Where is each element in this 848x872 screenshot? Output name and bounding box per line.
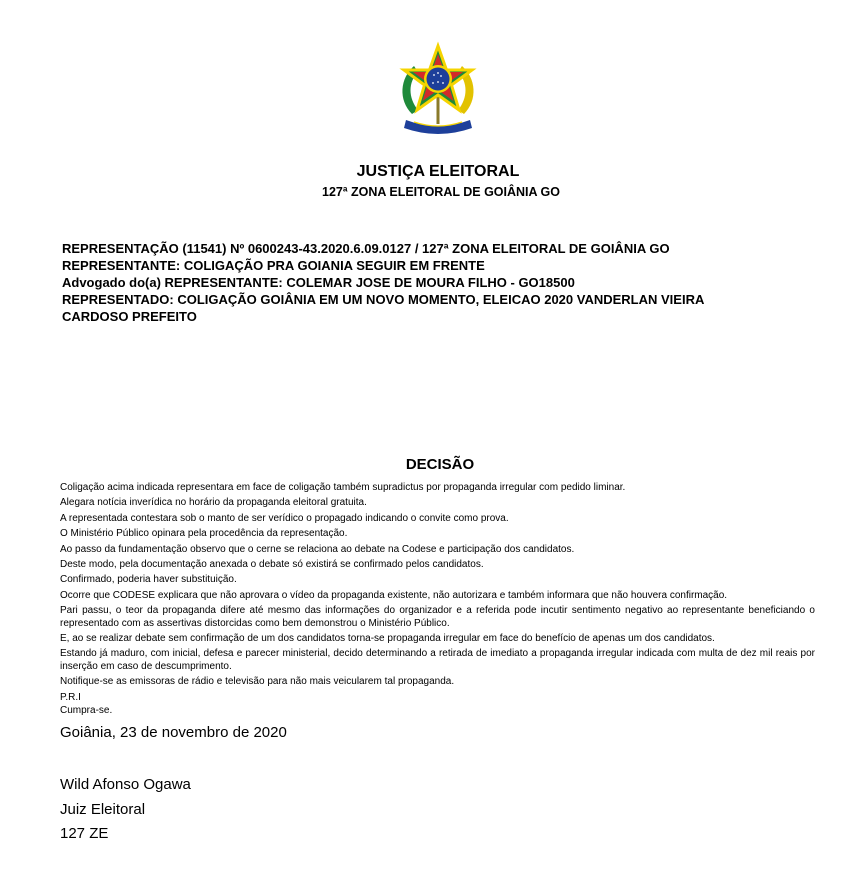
lawyer-line: Advogado do(a) REPRESENTANTE: COLEMAR JOSE DE MOURA FILHO - GO18500	[62, 275, 575, 290]
signature-block	[60, 773, 191, 847]
decision-paragraph: Pari passu, o teor da propaganda difere até mesmo das informações do organizador e a referida pode incutir sentimento negativo ao representante beneficiando o representado com as assertivas distorcidas como bem demonstrou o Ministério Público.	[60, 605, 815, 629]
decision-paragraph: A representada contestara sob o manto de ser verídico o propagado indicando o convite como prova.	[60, 512, 509, 524]
decision-paragraph: Ocorre que CODESE explicara que não aprovara o vídeo da propaganda existente, não autorizara e também informara que não houvera confirmação.	[60, 589, 728, 601]
decision-paragraph: Cumpra-se.	[60, 705, 113, 717]
decision-paragraph: E, ao se realizar debate sem confirmação de um dos candidatos torna-se propaganda irregular em face do benefício de apenas um dos candidatos.	[60, 633, 715, 645]
court-title: JUSTIÇA ELEITORAL	[356, 163, 520, 180]
decision-paragraph: O Ministério Público opinara pela procedência da representação.	[60, 528, 348, 540]
electoral-zone: 127 ZE	[60, 825, 109, 842]
case-header	[62, 240, 782, 325]
defendant-line: REPRESENTADO: COLIGAÇÃO GOIÂNIA EM UM NOVO MOMENTO, ELEICAO 2020 VANDERLAN VIEIRA	[62, 292, 705, 307]
decision-heading: DECISÃO	[405, 456, 475, 473]
plaintiff-line: REPRESENTANTE: COLIGAÇÃO PRA GOIANIA SEGUIR EM FRENTE	[62, 258, 485, 273]
decision-paragraph: Estando já maduro, com inicial, defesa e parecer ministerial, decido determinando a retirada de imediato a propaganda irregular indicada com multa de dez mil reais por inserção em caso de descumprimento.	[60, 648, 815, 672]
case-number-line: REPRESENTAÇÃO (11541) Nº 0600243-43.2020.6.09.0127 / 127ª ZONA ELEITORAL DE GOIÂNIA GO	[62, 241, 670, 256]
judge-name: Wild Afonso Ogawa	[60, 776, 191, 793]
decision-paragraph: Alegara notícia inverídica no horário da propaganda eleitoral gratuita.	[60, 497, 367, 509]
decision-body	[60, 482, 815, 721]
decision-paragraph: Ao passo da fundamentação observo que o cerne se relaciona ao debate na Codese e participação dos candidatos.	[60, 543, 575, 555]
decision-paragraph: Confirmado, poderia haver substituição.	[60, 574, 237, 586]
decision-paragraph: Coligação acima indicada representara em face de coligação também supradictus por propaganda irregular com pedido liminar.	[60, 482, 626, 493]
date-line: Goiânia, 23 de novembro de 2020	[60, 724, 287, 741]
decision-paragraph: Notifique-se as emissoras de rádio e televisão para não mais veicularem tal propaganda.	[60, 676, 455, 688]
judge-title: Juiz Eleitoral	[60, 800, 146, 818]
decision-paragraph: P.R.I	[60, 691, 81, 703]
court-subtitle: 127ª ZONA ELEITORAL DE GOIÂNIA GO	[322, 185, 560, 199]
decision-paragraph: Deste modo, pela documentação anexada o debate só existirá se confirmado pelos candidatos.	[60, 559, 484, 571]
defendant-line-continued: CARDOSO PREFEITO	[62, 309, 197, 324]
coat-of-arms-of-brazil-icon	[390, 40, 486, 140]
